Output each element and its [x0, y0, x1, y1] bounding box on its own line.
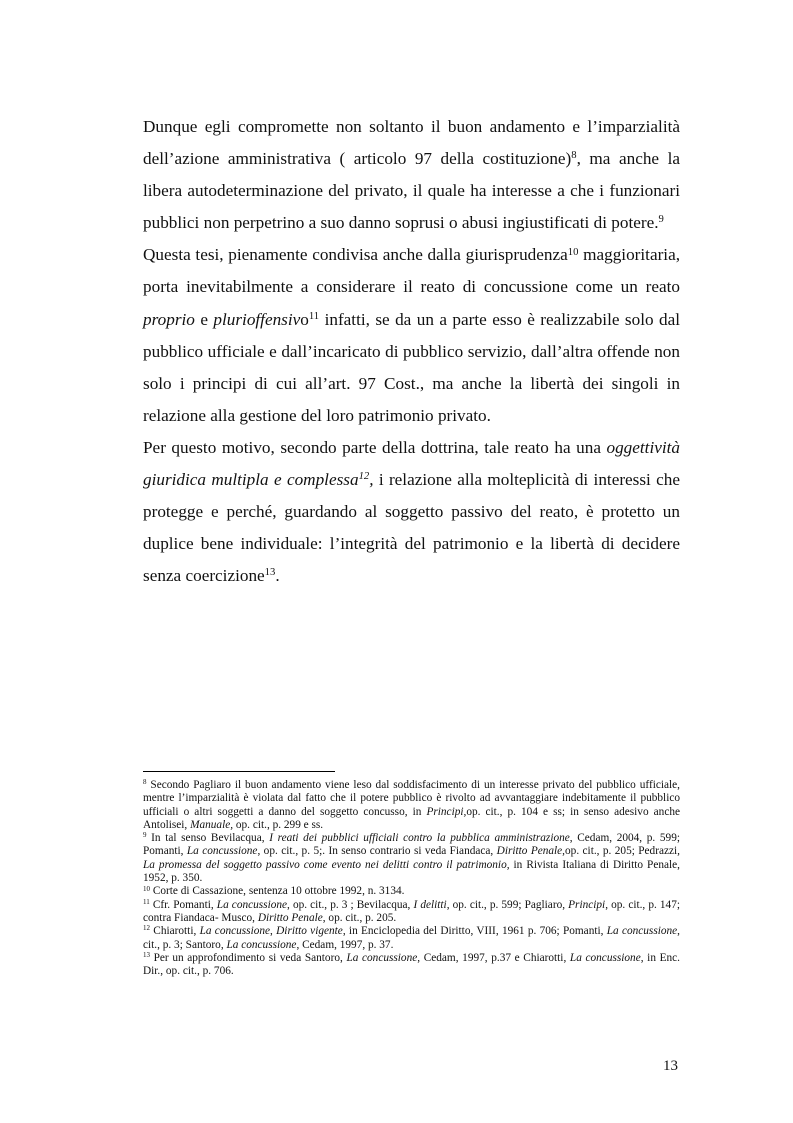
text: . — [275, 566, 280, 586]
text: Questa tesi, pienamente condivisa anche dalla giurisprudenza — [143, 245, 568, 265]
text: , ma anche la libera autodeterminazione del privato, il quale ha interesse a che i funzionari pubblici non perpetrino a suo danno soprusi o abusi ingiustificati di potere. — [143, 149, 680, 233]
footnote-12 — [143, 925, 680, 952]
paragraph-2 — [143, 239, 680, 432]
italic-text: plurioffensiv — [213, 309, 301, 329]
text: Dunque egli compromette non soltanto il buon andamento e l’imparzialità dell’azione amministrativa ( articolo 97 della costituzione) — [143, 117, 680, 169]
footnotes — [143, 779, 680, 978]
text: , in Enc. Dir., op. cit., p. 706. — [143, 951, 680, 978]
text: , — [270, 925, 277, 938]
text: Cfr. Pomanti, — [149, 898, 217, 911]
italic-text: La concussione — [226, 938, 297, 951]
paragraph-1 — [143, 111, 680, 239]
text: , op. cit., p. 3 ; Bevilacqua, — [287, 898, 414, 911]
footnote-separator — [143, 771, 335, 772]
footnote-number: 9 — [143, 831, 147, 840]
italic-text: , La promessa del soggetto passivo come evento nei delitti contro il patrimonio, — [143, 845, 680, 871]
text: o — [300, 309, 309, 329]
text: Chiarotti, — [150, 925, 200, 938]
paragraph-3 — [143, 432, 680, 592]
footnote-10 — [143, 885, 680, 898]
text: Per questo motivo, secondo parte della dottrina, tale reato ha una — [143, 437, 607, 457]
text: op. cit., p. 104 e ss; in senso adesivo anche Antolisei, — [143, 805, 680, 831]
text: , op. cit., p. 205. — [322, 911, 397, 924]
text: Secondo Pagliaro il buon andamento viene leso dal soddisfacimento di un interesse privato del pubblico ufficiale, mentre l’imparzialità è violata dal fatto che il potere pubblico è rivolto ad avvantaggiare indebitamente il pubblico ufficiali o altri soggetti a danno del soggetto concusso, in — [143, 779, 680, 818]
footnote-number: 13 — [143, 951, 150, 960]
italic-text: oggettività giuridica multipla e complessa — [143, 437, 680, 490]
footnote-number: 8 — [143, 778, 147, 787]
text: In tal senso Bevilacqua, — [146, 832, 270, 845]
text: , op. cit., p. 599; Pagliaro, — [446, 898, 569, 911]
text: maggioritaria, porta inevitabilmente a considerare il reato di concussione come un reato — [143, 245, 680, 297]
text: , Cedam, 2004, p. 599; Pomanti, — [143, 832, 680, 858]
footnote-ref-12-number: 12 — [358, 471, 370, 483]
italic-text: La concussione — [606, 925, 678, 938]
text: op. cit., p. 205; Pedrazzi — [565, 845, 678, 858]
text: Per un approfondimento si veda Santoro, — [150, 951, 347, 964]
footnote-13 — [143, 952, 680, 979]
text: , op. cit., p. 147; contra Fiandaca- Musco, — [143, 898, 680, 924]
italic-text: Diritto Penale — [257, 911, 323, 924]
italic-text: Principi, — [426, 805, 467, 818]
text: infatti, se da un a parte esso è realizzabile solo dal pubblico ufficiale e dall’incaricato di pubblico servizio, dall’altra offende non solo i principi di cui all’art. 97 Cost., ma anche la libertà dei singoli in relazione alla gestione del loro patrimonio privato. — [143, 309, 680, 425]
italic-text: La concussione — [569, 951, 641, 964]
italic-text: La concussione — [199, 925, 271, 938]
footnote-number: 11 — [143, 897, 150, 906]
text: , cit., p. 3; Santoro, — [143, 925, 680, 951]
italic-text: La concussione — [346, 951, 418, 964]
italic-text: Manuale, — [190, 818, 234, 831]
footnote-11 — [143, 899, 680, 926]
footnote-ref-13[interactable]: 13 — [264, 567, 276, 579]
footnote-ref-8[interactable]: 8 — [571, 150, 577, 162]
footnote-ref-10[interactable]: 10 — [567, 246, 579, 258]
italic-text: proprio — [143, 309, 195, 329]
italic-text: La concussione — [216, 898, 288, 911]
text: , op. cit., p. 5;. In senso contrario si veda Fiandaca, — [257, 845, 497, 858]
footnote-ref-12[interactable] — [359, 471, 370, 482]
footnote-ref-9[interactable]: 9 — [658, 214, 664, 226]
text: Corte di Cassazione, sentenza 10 ottobre 1992, n. 3134. — [150, 885, 405, 898]
italic-text: Diritto Penale, — [496, 845, 566, 858]
text: , Cedam, 1997, p. 37. — [296, 938, 394, 951]
page-number: 13 — [663, 1058, 678, 1074]
footnote-8 — [143, 779, 680, 832]
main-text — [143, 111, 680, 592]
footnote-9 — [143, 832, 680, 885]
text: op. cit., p. 299 e ss. — [233, 818, 324, 831]
text: e — [194, 309, 214, 329]
footnote-number: 12 — [143, 924, 150, 933]
italic-text: Diritto vigente — [276, 925, 343, 938]
text: , Cedam, 1997, p.37 e Chiarotti, — [417, 951, 570, 964]
text: in Rivista Italiana di Diritto Penale, 1952, p. 350. — [143, 858, 680, 885]
italic-text: I delitti — [413, 898, 447, 911]
italic-text: Principi — [568, 898, 606, 911]
italic-text: La concussione — [186, 845, 258, 858]
italic-text: , — [369, 470, 374, 490]
text: , in Enciclopedia del Diritto, VIII, 1961 p. 706; Pomanti, — [342, 925, 607, 938]
footnote-ref-11[interactable]: 11 — [308, 310, 320, 322]
text: i relazione alla molteplicità di interessi che protegge e perché, guardando al soggetto passivo del reato, è protetto un duplice bene individuale: l’integrità del patrimonio e la libertà di decidere senza coercizione — [143, 470, 681, 586]
footnote-number: 10 — [143, 884, 150, 893]
italic-text: I reati dei pubblici ufficiali contro la pubblica amministrazione — [269, 832, 570, 845]
